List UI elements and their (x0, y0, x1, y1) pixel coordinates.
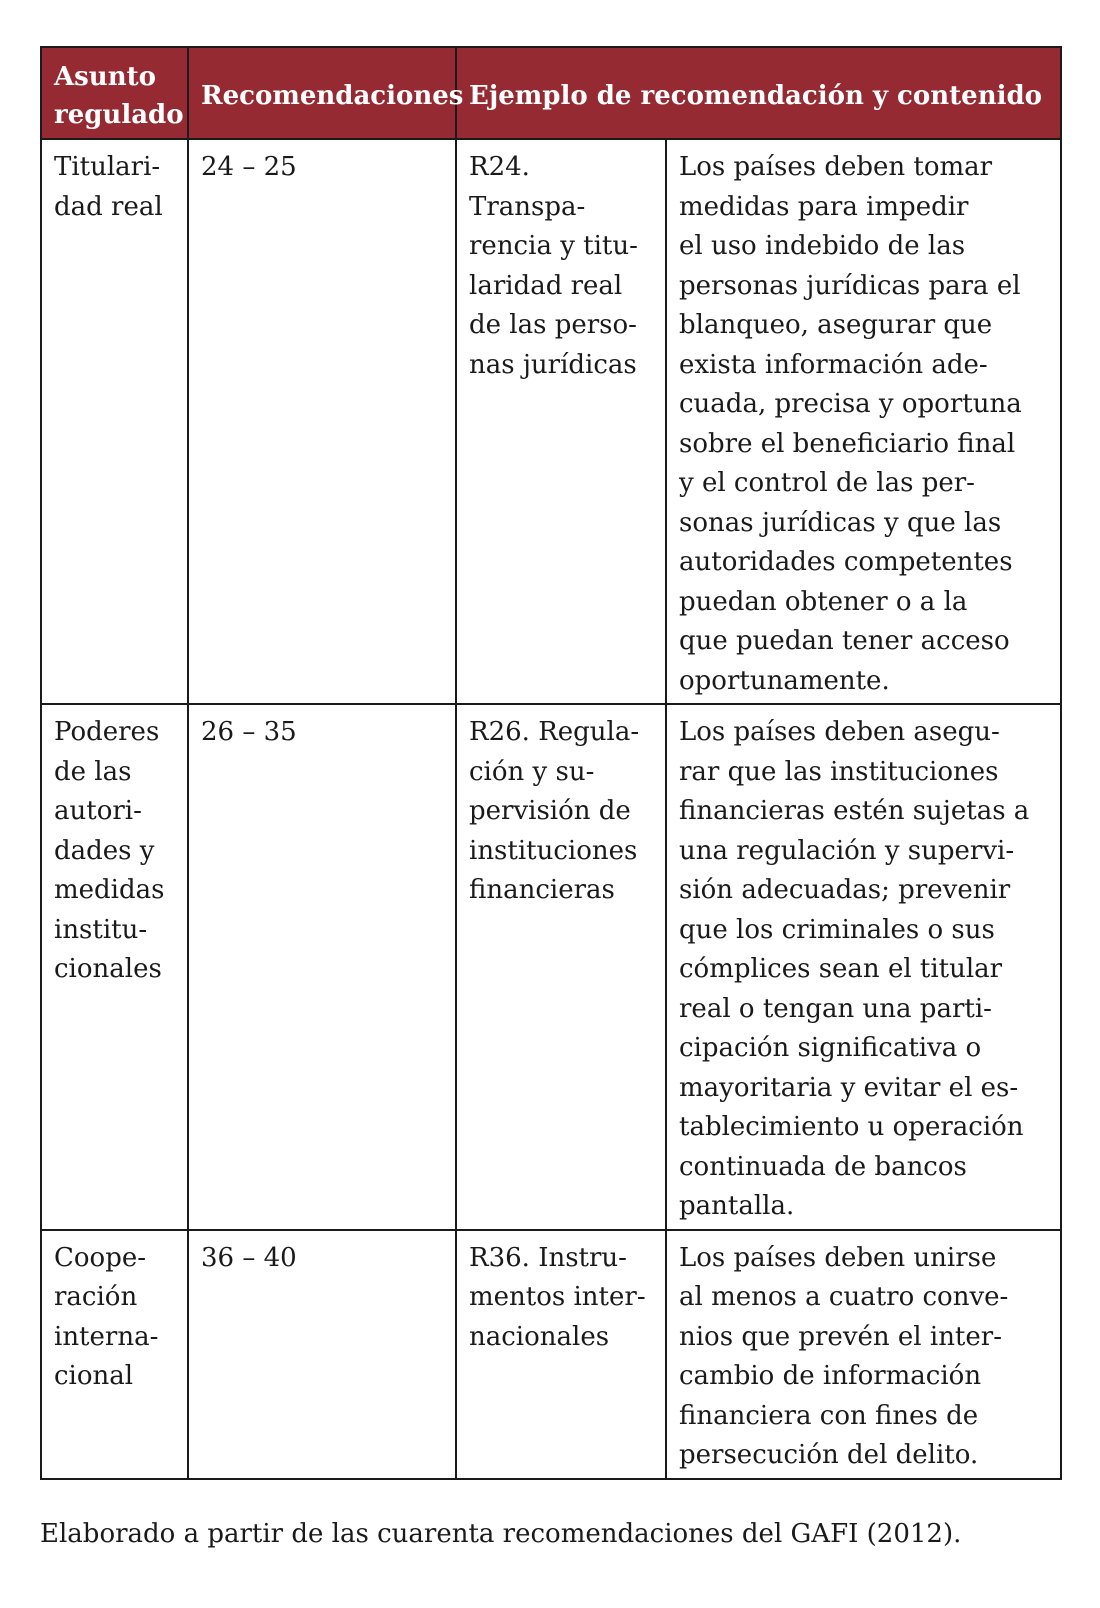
table-header-row (41, 47, 1061, 139)
source-caption: Elaborado a partir de las cuarenta recomendaciones del GAFI (2012). (40, 1519, 962, 1549)
recommendations-table-container (40, 46, 1060, 1480)
header-asunto-regulado: Asunto regulado (41, 47, 188, 139)
cell-asunto: Poderes de las autori- dades y medidas institu- cionales (41, 704, 188, 1230)
cell-recomendaciones: 24 – 25 (188, 139, 456, 704)
cell-ejemplo: R24. Transpa- rencia y titu- laridad real de las perso- nas jurídicas (456, 139, 666, 704)
header-recomendaciones: Recomendaciones (188, 47, 456, 139)
cell-recomendaciones: 26 – 35 (188, 704, 456, 1230)
header-ejemplo-contenido: Ejemplo de recomendación y contenido (456, 47, 1061, 139)
cell-ejemplo: R26. Regula- ción y su- pervisión de instituciones financieras (456, 704, 666, 1230)
cell-contenido: Los países deben asegu- rar que las instituciones financieras estén sujetas a una regulación y supervi- sión adecuadas; prevenir que los criminales o sus cómplices sean el titular real o tengan una parti- cipación significativa o mayoritaria y evitar el es- tablecimiento u operación continuada de bancos pantalla. (666, 704, 1061, 1230)
cell-asunto: Coope- ración interna- cional (41, 1230, 188, 1479)
recommendations-table (40, 46, 1062, 1480)
cell-recomendaciones: 36 – 40 (188, 1230, 456, 1479)
table-row (41, 139, 1061, 704)
cell-contenido: Los países deben tomar medidas para impedir el uso indebido de las personas jurídicas para el blanqueo, asegurar que exista información ade- cuada, precisa y oportuna sobre el beneficiario final y el control de las per- sonas jurídicas y que las autoridades competentes puedan obtener o a la que puedan tener acceso oportunamente. (666, 139, 1061, 704)
table-row (41, 704, 1061, 1230)
cell-asunto: Titulari- dad real (41, 139, 188, 704)
table-row (41, 1230, 1061, 1479)
cell-ejemplo: R36. Instru- mentos inter- nacionales (456, 1230, 666, 1479)
cell-contenido: Los países deben unirse al menos a cuatro conve- nios que prevén el inter- cambio de información financiera con fines de persecución del delito. (666, 1230, 1061, 1479)
